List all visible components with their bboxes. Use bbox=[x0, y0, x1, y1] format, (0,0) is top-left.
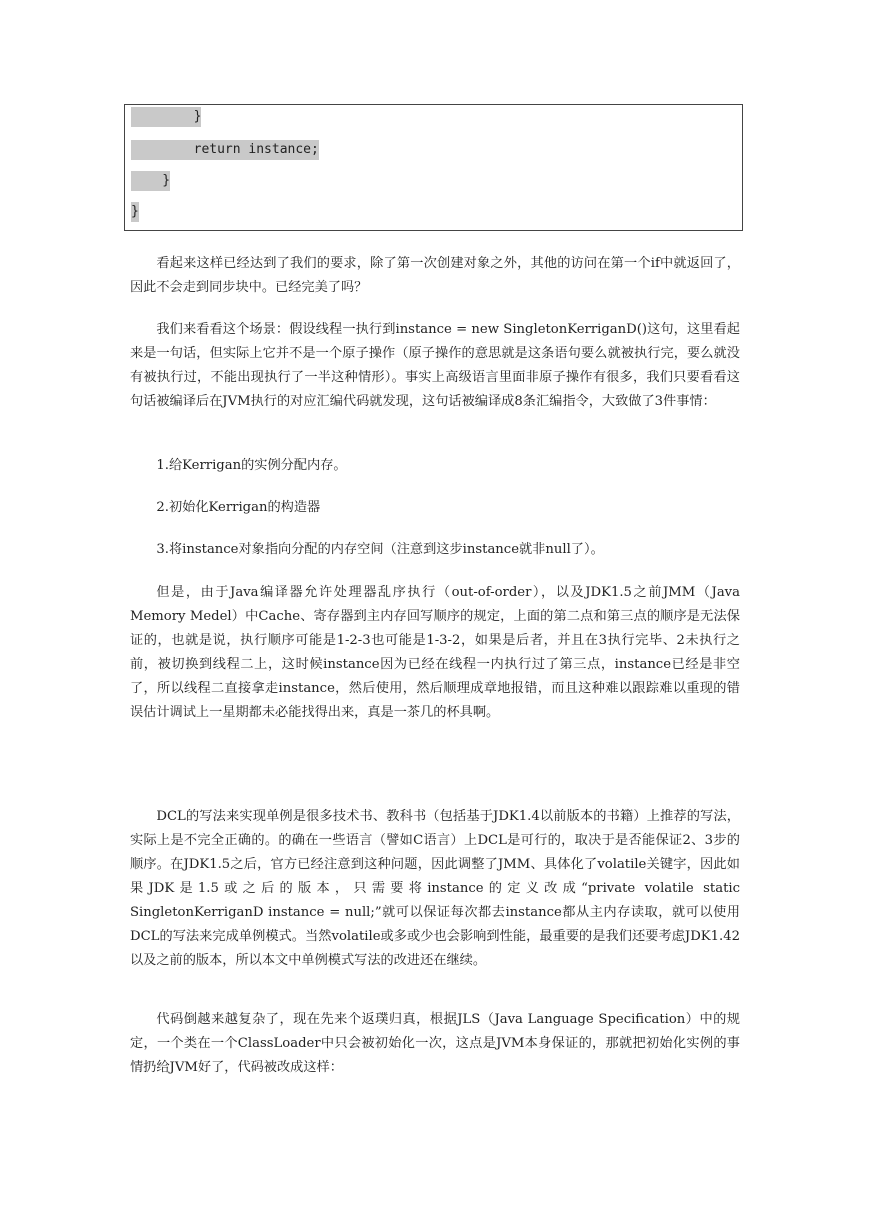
code-line: } bbox=[131, 107, 201, 127]
list-item: 1.给Kerrigan的实例分配内存。 bbox=[156, 458, 347, 473]
list-item: 2.初始化Kerrigan的构造器 bbox=[156, 500, 321, 515]
paragraph: 看起来这样已经达到了我们的要求，除了第一次创建对象之外，其他的访问在第一个if中就返回了，因此不会走到同步块中。已经完美了吗？ bbox=[130, 256, 740, 295]
code-line: } bbox=[131, 171, 170, 191]
list-item: 3.将instance对象指向分配的内存空间（注意到这步instance就非null了）。 bbox=[156, 542, 604, 557]
code-block bbox=[124, 104, 743, 231]
code-line: } bbox=[131, 202, 139, 222]
paragraph: 但是，由于Java编译器允许处理器乱序执行（out-of-order），以及JDK1.5之前JMM（Java Memory Medel）中Cache、寄存器到主内存回写顺序的规定，上面的第二点和第三点的顺序是无法保证的，也就是说，执行顺序可能是1-2-3也可能是1-3-2，如果是后者，并且在3执行完毕、2未执行之前，被切换到线程二上，这时候instance因为已经在线程一内执行过了第三点，instance已经是非空了，所以线程二直接拿走instance，然后使用，然后顺理成章地报错，而且这种难以跟踪难以重现的错误估计调试上一星期都未必能找得出来，真是一茶几的杯具啊。 bbox=[130, 585, 740, 720]
paragraph: DCL的写法来实现单例是很多技术书、教科书（包括基于JDK1.4以前版本的书籍）上推荐的写法，实际上是不完全正确的。的确在一些语言（譬如C语言）上DCL是可行的，取决于是否能保证2、3步的顺序。在JDK1.5之后，官方已经注意到这种问题，因此调整了JMM、具体化了volatile关键字，因此如果JDK是1.5或之后的版本，只需要将instance的定义改成“private volatile static SingletonKerriganD instance = null;”就可以保证每次都去instance都从主内存读取，就可以使用DCL的写法来完成单例模式。当然volatile或多或少也会影响到性能，最重要的是我们还要考虑JDK1.42以及之前的版本，所以本文中单例模式写法的改进还在继续。 bbox=[130, 809, 740, 968]
paragraph: 我们来看看这个场景：假设线程一执行到instance = new SingletonKerriganD()这句，这里看起来是一句话，但实际上它并不是一个原子操作（原子操作的意思就是这条语句要么就被执行完，要么就没有被执行过，不能出现执行了一半这种情形）。事实上高级语言里面非原子操作有很多，我们只要看看这句话被编译后在JVM执行的对应汇编代码就发现，这句话被编译成8条汇编指令，大致做了3件事情： bbox=[130, 322, 740, 409]
code-line: return instance; bbox=[131, 140, 319, 160]
paragraph: 代码倒越来越复杂了，现在先来个返璞归真，根据JLS（Java Language Specification）中的规定，一个类在一个ClassLoader中只会被初始化一次，这点是JVM本身保证的，那就把初始化实例的事情扔给JVM好了，代码被改成这样： bbox=[130, 1012, 740, 1075]
